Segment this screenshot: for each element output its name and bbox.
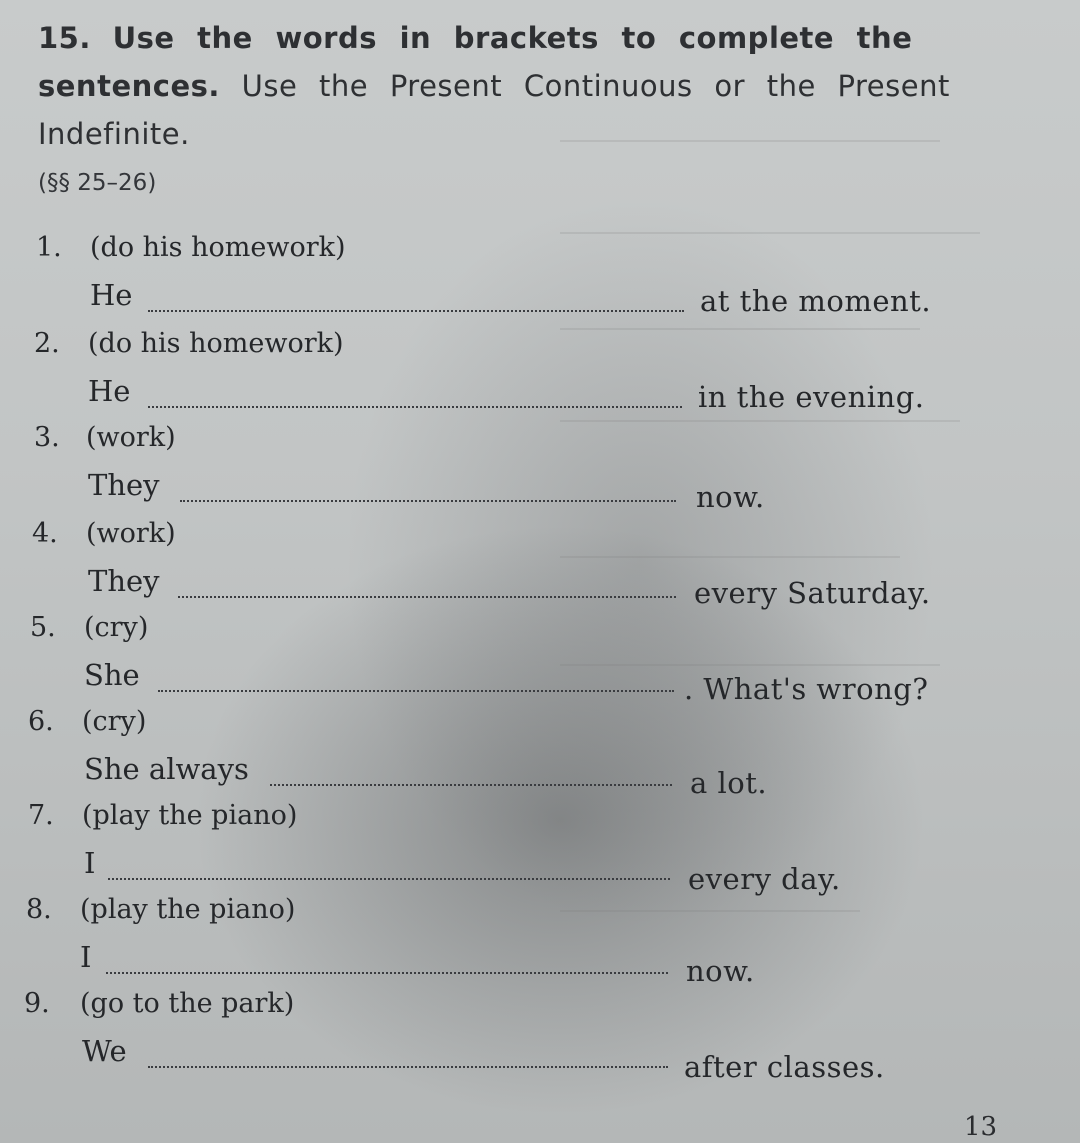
- instruction-bold-line-2: sentences.: [38, 69, 220, 103]
- item-subject: They: [88, 564, 160, 598]
- item-subject: We: [82, 1034, 127, 1068]
- item-ending: now.: [686, 954, 755, 988]
- item-hint: (do his homework): [90, 232, 346, 263]
- item-ending: . What's wrong?: [684, 672, 929, 706]
- heading-line-1: [38, 14, 1032, 62]
- item-ending: every day.: [688, 862, 841, 896]
- item-hint: (play the piano): [82, 800, 298, 831]
- bleed-through-line: [560, 556, 900, 558]
- item-ending: every Saturday.: [694, 576, 931, 610]
- item-ending: in the evening.: [698, 380, 925, 414]
- answer-blank[interactable]: [178, 594, 676, 598]
- item-hint: (go to the park): [80, 988, 295, 1019]
- item-subject: He: [88, 374, 131, 408]
- item-number: 4.: [32, 518, 58, 549]
- bleed-through-line: [560, 910, 860, 912]
- answer-blank[interactable]: [106, 970, 668, 974]
- answer-blank[interactable]: [148, 308, 684, 312]
- answer-blank[interactable]: [108, 876, 670, 880]
- bleed-through-line: [560, 664, 940, 666]
- bleed-through-line: [560, 420, 960, 422]
- item-number: 2.: [34, 328, 60, 359]
- item-ending: now.: [696, 480, 765, 514]
- item-ending: after classes.: [684, 1050, 885, 1084]
- instruction-line-2: Use the Present Continuous or the Present: [241, 69, 950, 103]
- answer-blank[interactable]: [158, 688, 674, 692]
- instruction-line-3: Indefinite.: [38, 117, 190, 151]
- item-number: 6.: [28, 706, 54, 737]
- bleed-through-line: [560, 232, 980, 234]
- item-hint: (work): [86, 518, 176, 549]
- exercise-number: 15.: [38, 21, 91, 55]
- bleed-through-line: [560, 328, 920, 330]
- item-number: 1.: [36, 232, 62, 263]
- item-hint: (work): [86, 422, 176, 453]
- instruction-bold-line-1: Use the words in brackets to complete the: [112, 21, 913, 55]
- item-number: 9.: [24, 988, 50, 1019]
- section-reference: (§§ 25–26): [38, 170, 157, 196]
- item-subject: I: [80, 940, 92, 974]
- item-subject: I: [84, 846, 96, 880]
- item-number: 7.: [28, 800, 54, 831]
- item-subject: They: [88, 468, 160, 502]
- item-number: 3.: [34, 422, 60, 453]
- answer-blank[interactable]: [270, 782, 672, 786]
- exercise-heading: [38, 14, 1032, 158]
- item-subject: She: [84, 658, 140, 692]
- item-hint: (cry): [82, 706, 147, 737]
- item-number: 8.: [26, 894, 52, 925]
- page-number: 13: [964, 1112, 998, 1142]
- answer-blank[interactable]: [148, 404, 682, 408]
- answer-blank[interactable]: [148, 1064, 668, 1068]
- answer-blank[interactable]: [180, 498, 676, 502]
- heading-line-3: [38, 110, 1032, 158]
- item-number: 5.: [30, 612, 56, 643]
- item-subject: She always: [84, 752, 249, 786]
- item-hint: (do his homework): [88, 328, 344, 359]
- item-hint: (cry): [84, 612, 149, 643]
- heading-line-2: [38, 62, 1032, 110]
- item-ending: at the moment.: [700, 284, 932, 318]
- item-hint: (play the piano): [80, 894, 296, 925]
- item-ending: a lot.: [690, 766, 768, 800]
- item-subject: He: [90, 278, 133, 312]
